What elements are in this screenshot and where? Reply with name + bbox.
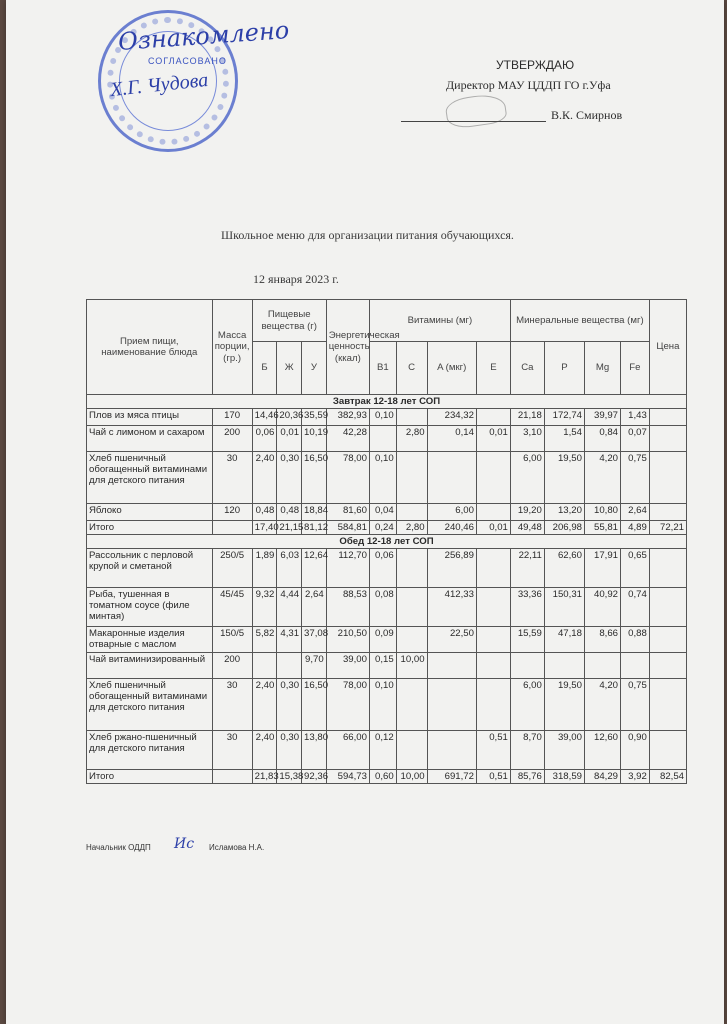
value-cell: 150/5: [212, 627, 252, 653]
value-cell: 21,18: [510, 409, 544, 426]
value-cell: 584,81: [326, 521, 369, 535]
table-row: [87, 679, 687, 731]
value-cell: 691,72: [427, 770, 476, 784]
value-cell: [396, 731, 427, 770]
value-cell: 0,30: [277, 731, 302, 770]
value-cell: 2,64: [302, 588, 327, 627]
value-cell: 206,98: [544, 521, 584, 535]
value-cell: 0,07: [621, 426, 650, 452]
value-cell: 85,76: [510, 770, 544, 784]
dish-name: Хлеб пшеничный обогащенный витаминами для детского питания: [87, 452, 213, 504]
dish-name: Итого: [87, 521, 213, 535]
value-cell: 84,29: [584, 770, 620, 784]
subheader-fe: Fe: [621, 342, 650, 395]
value-cell: 0,48: [277, 504, 302, 521]
approval-heading: УТВЕРЖДАЮ: [496, 58, 575, 72]
value-cell: [277, 653, 302, 679]
value-cell: 35,59: [302, 409, 327, 426]
document-date: 12 января 2023 г.: [253, 272, 339, 286]
value-cell: 81,12: [302, 521, 327, 535]
value-cell: 412,33: [427, 588, 476, 627]
value-cell: 172,74: [544, 409, 584, 426]
dish-name: Хлеб пшеничный обогащенный витаминами для детского питания: [87, 679, 213, 731]
value-cell: 0,74: [621, 588, 650, 627]
value-cell: 4,20: [584, 452, 620, 504]
value-cell: 22,11: [510, 549, 544, 588]
value-cell: 2,40: [252, 452, 277, 504]
value-cell: [621, 653, 650, 679]
value-cell: 0,10: [369, 452, 396, 504]
value-cell: [649, 588, 686, 627]
header-price: Цена: [649, 300, 686, 395]
value-cell: 10,00: [396, 653, 427, 679]
header-vitamins: Витамины (мг): [369, 300, 510, 342]
value-cell: 170: [212, 409, 252, 426]
value-cell: 0,12: [369, 731, 396, 770]
total-row: [87, 521, 687, 535]
value-cell: 42,28: [326, 426, 369, 452]
footer-position: Начальник ОДДП: [86, 843, 151, 852]
header-mass: Масса порции, (гр.): [212, 300, 252, 395]
value-cell: 15,38: [277, 770, 302, 784]
value-cell: [476, 588, 510, 627]
value-cell: 0,10: [369, 409, 396, 426]
value-cell: [649, 452, 686, 504]
menu-body: [87, 395, 687, 784]
value-cell: 21,83: [252, 770, 277, 784]
dish-name: Хлеб ржано-пшеничный для детского питания: [87, 731, 213, 770]
value-cell: 0,84: [584, 426, 620, 452]
value-cell: 2,40: [252, 731, 277, 770]
table-row: [87, 588, 687, 627]
value-cell: [212, 521, 252, 535]
table-row: [87, 504, 687, 521]
value-cell: [649, 549, 686, 588]
section-header-row: [87, 535, 687, 549]
value-cell: [396, 409, 427, 426]
value-cell: 0,09: [369, 627, 396, 653]
value-cell: 210,50: [326, 627, 369, 653]
value-cell: [427, 679, 476, 731]
value-cell: [396, 549, 427, 588]
value-cell: 19,50: [544, 679, 584, 731]
value-cell: 15,59: [510, 627, 544, 653]
stamp-label: СОГЛАСОВАНО: [148, 56, 227, 66]
value-cell: 0,08: [369, 588, 396, 627]
subheader-b1: B1: [369, 342, 396, 395]
value-cell: 4,31: [277, 627, 302, 653]
value-cell: 200: [212, 653, 252, 679]
value-cell: 1,89: [252, 549, 277, 588]
value-cell: [252, 653, 277, 679]
value-cell: [476, 452, 510, 504]
value-cell: [396, 588, 427, 627]
value-cell: 594,73: [326, 770, 369, 784]
value-cell: 1,43: [621, 409, 650, 426]
value-cell: 4,20: [584, 679, 620, 731]
dish-name: Макаронные изделия отварные с маслом: [87, 627, 213, 653]
value-cell: [212, 770, 252, 784]
value-cell: [649, 426, 686, 452]
value-cell: 0,30: [277, 452, 302, 504]
value-cell: 10,80: [584, 504, 620, 521]
table-row: [87, 426, 687, 452]
value-cell: 256,89: [427, 549, 476, 588]
value-cell: 45/45: [212, 588, 252, 627]
value-cell: [584, 653, 620, 679]
value-cell: [476, 679, 510, 731]
value-cell: [476, 409, 510, 426]
value-cell: 30: [212, 452, 252, 504]
total-row: [87, 770, 687, 784]
subheader-carbs: У: [302, 342, 327, 395]
value-cell: [396, 504, 427, 521]
value-cell: 0,51: [476, 770, 510, 784]
value-cell: 0,04: [369, 504, 396, 521]
value-cell: [427, 653, 476, 679]
value-cell: 16,50: [302, 679, 327, 731]
value-cell: [649, 653, 686, 679]
value-cell: 49,48: [510, 521, 544, 535]
value-cell: 0,01: [476, 426, 510, 452]
value-cell: 47,18: [544, 627, 584, 653]
value-cell: 1,54: [544, 426, 584, 452]
value-cell: 18,84: [302, 504, 327, 521]
menu-table: [86, 299, 687, 784]
value-cell: 0,48: [252, 504, 277, 521]
value-cell: 8,70: [510, 731, 544, 770]
approval-signer: В.К. Смирнов: [551, 108, 623, 122]
subheader-c: C: [396, 342, 427, 395]
document-title: Школьное меню для организации питания обучающихся.: [221, 228, 514, 242]
value-cell: 2,40: [252, 679, 277, 731]
subheader-ca: Ca: [510, 342, 544, 395]
value-cell: 40,92: [584, 588, 620, 627]
value-cell: [396, 452, 427, 504]
value-cell: 3,92: [621, 770, 650, 784]
value-cell: 0,06: [369, 549, 396, 588]
value-cell: [544, 653, 584, 679]
value-cell: 13,80: [302, 731, 327, 770]
value-cell: 0,65: [621, 549, 650, 588]
section-header-row: [87, 395, 687, 409]
table-row: [87, 549, 687, 588]
value-cell: [649, 731, 686, 770]
value-cell: 88,53: [326, 588, 369, 627]
dish-name: Чай с лимоном и сахаром: [87, 426, 213, 452]
subheader-protein: Б: [252, 342, 277, 395]
value-cell: 10,19: [302, 426, 327, 452]
value-cell: 0,75: [621, 452, 650, 504]
table-row: [87, 653, 687, 679]
value-cell: 200: [212, 426, 252, 452]
dish-name: Рыба, тушенная в томатном соусе (филе минтая): [87, 588, 213, 627]
value-cell: [649, 627, 686, 653]
value-cell: 55,81: [584, 521, 620, 535]
value-cell: 37,08: [302, 627, 327, 653]
value-cell: 9,70: [302, 653, 327, 679]
value-cell: 6,03: [277, 549, 302, 588]
dish-name: Чай витаминизированный: [87, 653, 213, 679]
value-cell: 16,50: [302, 452, 327, 504]
value-cell: 0,30: [277, 679, 302, 731]
value-cell: 39,00: [326, 653, 369, 679]
subheader-fat: Ж: [277, 342, 302, 395]
value-cell: 17,40: [252, 521, 277, 535]
value-cell: 30: [212, 731, 252, 770]
value-cell: 8,66: [584, 627, 620, 653]
value-cell: [476, 627, 510, 653]
value-cell: 78,00: [326, 679, 369, 731]
document-page: [6, 0, 724, 1024]
value-cell: 20,36: [277, 409, 302, 426]
header-nutrients: Пищевые вещества (г): [252, 300, 326, 342]
footer-signature: Ис: [174, 836, 195, 852]
value-cell: 72,21: [649, 521, 686, 535]
value-cell: 19,20: [510, 504, 544, 521]
value-cell: 13,20: [544, 504, 584, 521]
value-cell: [476, 504, 510, 521]
value-cell: 0,24: [369, 521, 396, 535]
value-cell: 2,80: [396, 521, 427, 535]
header-energy: Энергетическая ценность (ккал): [326, 300, 369, 395]
value-cell: [396, 627, 427, 653]
value-cell: 150,31: [544, 588, 584, 627]
value-cell: 0,10: [369, 679, 396, 731]
value-cell: 12,60: [584, 731, 620, 770]
value-cell: [369, 426, 396, 452]
value-cell: 22,50: [427, 627, 476, 653]
value-cell: [649, 679, 686, 731]
handwritten-acknowledgement: Ознакомлено: [117, 16, 291, 56]
value-cell: 0,75: [621, 679, 650, 731]
value-cell: [649, 504, 686, 521]
value-cell: 0,01: [476, 521, 510, 535]
value-cell: 0,88: [621, 627, 650, 653]
value-cell: 318,59: [544, 770, 584, 784]
value-cell: 0,15: [369, 653, 396, 679]
value-cell: 21,15: [277, 521, 302, 535]
subheader-mg: Mg: [584, 342, 620, 395]
value-cell: 39,97: [584, 409, 620, 426]
value-cell: 2,64: [621, 504, 650, 521]
dish-name: Итого: [87, 770, 213, 784]
value-cell: 0,06: [252, 426, 277, 452]
value-cell: 82,54: [649, 770, 686, 784]
value-cell: 0,90: [621, 731, 650, 770]
value-cell: 81,60: [326, 504, 369, 521]
value-cell: [649, 409, 686, 426]
header-minerals: Минеральные вещества (мг): [510, 300, 649, 342]
section-title: Завтрак 12-18 лет СОП: [87, 395, 687, 409]
table-row: [87, 409, 687, 426]
footer-name: Исламова Н.А.: [209, 843, 265, 852]
value-cell: [510, 653, 544, 679]
value-cell: 12,64: [302, 549, 327, 588]
subheader-a: A (мкг): [427, 342, 476, 395]
header-meal: Прием пищи, наименование блюда: [87, 300, 213, 395]
value-cell: 120: [212, 504, 252, 521]
value-cell: 62,60: [544, 549, 584, 588]
value-cell: 5,82: [252, 627, 277, 653]
value-cell: 240,46: [427, 521, 476, 535]
value-cell: 0,60: [369, 770, 396, 784]
value-cell: 4,89: [621, 521, 650, 535]
value-cell: [396, 679, 427, 731]
value-cell: 6,00: [510, 679, 544, 731]
value-cell: 33,36: [510, 588, 544, 627]
value-cell: 14,46: [252, 409, 277, 426]
value-cell: 112,70: [326, 549, 369, 588]
table-row: [87, 452, 687, 504]
value-cell: 2,80: [396, 426, 427, 452]
value-cell: 6,00: [427, 504, 476, 521]
value-cell: 78,00: [326, 452, 369, 504]
value-cell: 10,00: [396, 770, 427, 784]
subheader-p: P: [544, 342, 584, 395]
value-cell: 234,32: [427, 409, 476, 426]
value-cell: 39,00: [544, 731, 584, 770]
value-cell: 0,01: [277, 426, 302, 452]
value-cell: 66,00: [326, 731, 369, 770]
value-cell: [476, 549, 510, 588]
handwritten-signature: Х.Г. Чудова: [109, 68, 210, 102]
value-cell: 6,00: [510, 452, 544, 504]
approval-position: Директор МАУ ЦДДП ГО г.Уфа: [446, 78, 611, 92]
value-cell: 0,14: [427, 426, 476, 452]
dish-name: Плов из мяса птицы: [87, 409, 213, 426]
value-cell: 4,44: [277, 588, 302, 627]
value-cell: 30: [212, 679, 252, 731]
value-cell: [427, 731, 476, 770]
table-row: [87, 731, 687, 770]
dish-name: Рассольник с перловой крупой и сметаной: [87, 549, 213, 588]
value-cell: 17,91: [584, 549, 620, 588]
value-cell: 3,10: [510, 426, 544, 452]
value-cell: 382,93: [326, 409, 369, 426]
value-cell: 0,51: [476, 731, 510, 770]
table-row: [87, 627, 687, 653]
subheader-e: E: [476, 342, 510, 395]
section-title: Обед 12-18 лет СОП: [87, 535, 687, 549]
value-cell: [427, 452, 476, 504]
dish-name: Яблоко: [87, 504, 213, 521]
value-cell: 250/5: [212, 549, 252, 588]
value-cell: 9,32: [252, 588, 277, 627]
value-cell: 19,50: [544, 452, 584, 504]
value-cell: [476, 653, 510, 679]
signature-line: [401, 110, 546, 122]
value-cell: 92,36: [302, 770, 327, 784]
